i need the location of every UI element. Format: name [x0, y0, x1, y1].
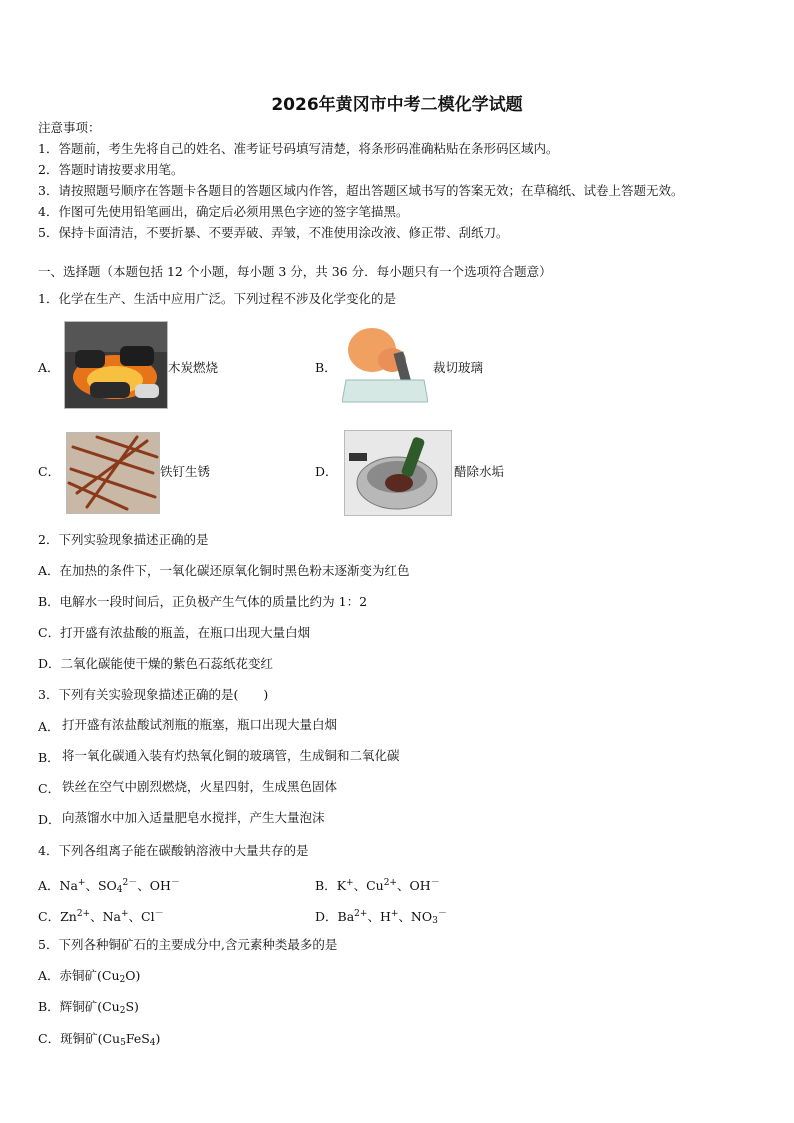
q1-option-d-letter: D． [315, 464, 338, 479]
q1-option-a-text: 木炭燃烧 [168, 360, 219, 375]
q3-option-c-letter: C． [38, 781, 61, 796]
glass-cutting-image [342, 322, 428, 406]
notice-item: 4．作图可先使用铅笔画出，确定后必须用黑色字迹的签字笔描黑。 [38, 204, 409, 219]
question-5-stem: 5．下列各种铜矿石的主要成分中,含元素种类最多的是 [38, 937, 338, 952]
q3-option-b-letter: B． [38, 750, 60, 765]
notice-heading: 注意事项： [38, 120, 101, 135]
q1-option-d-text: 醋除水垢 [454, 464, 505, 479]
question-3-stem: 3．下列有关实验现象描述正确的是( ) [38, 687, 269, 702]
q1-option-c-text: 铁钉生锈 [160, 464, 211, 479]
q5-option-c: C．斑铜矿(Cu5FeS4) [38, 1031, 161, 1048]
q3-option-b-text: 将一氧化碳通入装有灼热氧化铜的玻璃管，生成铜和二氧化碳 [62, 748, 400, 763]
q5-option-a: A．赤铜矿(Cu2O) [38, 968, 141, 985]
kettle-descaling-image [344, 430, 452, 516]
q1-option-b-text: 裁切玻璃 [433, 360, 484, 375]
q2-option-d: D．二氧化碳能使干燥的紫色石蕊纸花变红 [38, 656, 274, 671]
notice-item: 5．保持卡面清洁，不要折暴、不要弄破、弄皱，不准使用涂改液、修正带、刮纸刀。 [38, 225, 509, 240]
page-title: 2026年黄冈市中考二模化学试题 [271, 95, 523, 115]
q2-option-a: A．在加热的条件下，一氧化碳还原氧化铜时黑色粉末逐渐变为红色 [38, 563, 410, 578]
question-2-stem: 2．下列实验现象描述正确的是 [38, 532, 209, 547]
q2-option-c: C．打开盛有浓盐酸的瓶盖，在瓶口出现大量白烟 [38, 625, 311, 640]
charcoal-burning-image [64, 321, 168, 409]
q3-option-a-text: 打开盛有浓盐酸试剂瓶的瓶塞，瓶口出现大量白烟 [62, 717, 338, 732]
rusty-nails-image [66, 432, 160, 514]
q4-option-a: A．Na+、$SO4^{2-}$、OH－ [38, 878, 180, 895]
q1-option-c-letter: C． [38, 464, 61, 479]
notice-item: 3．请按照题号顺序在答题卡各题目的答题区域内作答，超出答题区域书写的答案无效；在草稿纸、试卷上答题无效。 [38, 183, 684, 198]
q1-option-b-letter: B． [315, 360, 337, 375]
notice-item: 1．答题前，考生先将自己的姓名、准考证号码填写清楚，将条形码准确粘贴在条形码区域内。 [38, 141, 559, 156]
q2-option-b: B．电解水一段时间后，正负极产生气体的质量比约为 1：2 [38, 594, 368, 609]
q1-option-a-letter: A． [38, 360, 60, 375]
q3-option-d-text: 向蒸馏水中加入适量肥皂水搅拌，产生大量泡沫 [62, 810, 325, 825]
question-1-stem: 1．化学在生产、生活中应用广泛。下列过程不涉及化学变化的是 [38, 291, 396, 306]
q4-option-b: B．K+、$Cu^{2+}$、OH－ [315, 878, 440, 893]
section-heading: 一、选择题（本题包括 12 个小题，每小题 3 分，共 36 分．每小题只有一个选项符合题意） [38, 264, 552, 279]
q3-option-d-letter: D． [38, 812, 61, 827]
notice-item: 2．答题时请按要求用笔。 [38, 162, 184, 177]
q5-option-b: B．辉铜矿(Cu2S) [38, 999, 139, 1016]
question-4-stem: 4．下列各组离子能在碳酸钠溶液中大量共存的是 [38, 843, 309, 858]
q4-option-c: C．$Zn^{2+}$、Na+、Cl－ [38, 909, 164, 924]
q3-option-a-letter: A． [38, 719, 60, 734]
q3-option-c-text: 铁丝在空气中剧烈燃烧，火星四射，生成黑色固体 [62, 779, 338, 794]
q4-option-d: D．$Ba^{2+}$、H+、NO3－ [315, 909, 447, 926]
